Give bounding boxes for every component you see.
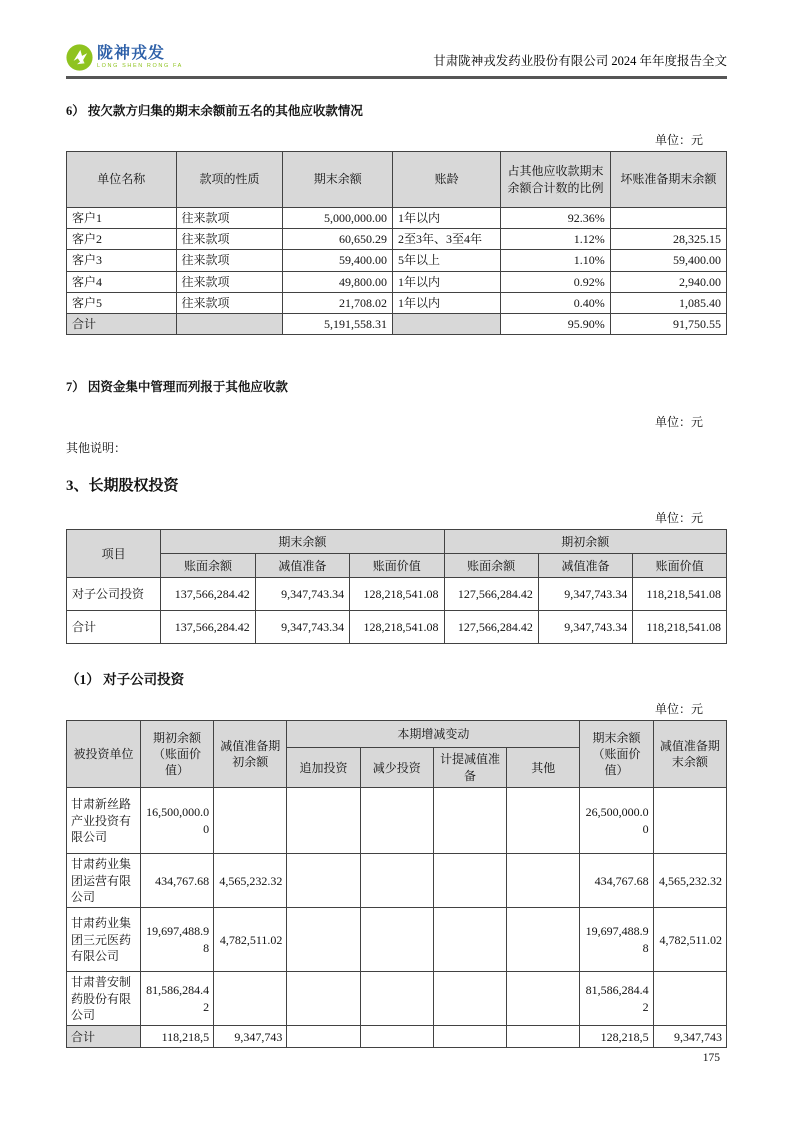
table-cell: 49,800.00	[283, 271, 393, 292]
unit-label-4: 单位：元	[654, 702, 703, 717]
document-title: 甘肃陇神戎发药业股份有限公司 2024 年年度报告全文	[433, 54, 727, 68]
table-cell: 对子公司投资	[67, 578, 161, 611]
column-header: 减值准备期末余额	[653, 721, 726, 788]
table-cell: 434,767.68	[580, 854, 653, 908]
table-row	[67, 854, 727, 908]
brand-name-en: LONG SHEN RONG FA	[97, 62, 183, 69]
column-header: 账面价值	[350, 554, 444, 578]
table-cell: 28,325.15	[610, 229, 726, 250]
table-row	[67, 908, 727, 972]
table-cell: 5,000,000.00	[283, 208, 393, 229]
table-cell: 1,085.40	[610, 292, 726, 313]
table-cell: 1年以内	[393, 208, 501, 229]
section-6-heading: 6） 按欠款方归集的期末余额前五名的其他应收款情况	[66, 104, 363, 118]
table-cell	[287, 854, 360, 908]
column-header: 减少投资	[360, 748, 433, 788]
section-3-1-heading: （1） 对子公司投资	[66, 672, 185, 688]
table-cell: 0.92%	[501, 271, 611, 292]
table-cell: 往来款项	[176, 292, 283, 313]
table-cell	[393, 313, 501, 334]
table-row	[67, 271, 727, 292]
table-cell: 甘肃普安制药股份有限公司	[67, 972, 141, 1026]
table-cell	[653, 788, 726, 854]
table-cell	[433, 788, 506, 854]
table-cell	[507, 1026, 580, 1048]
table-cell: 往来款项	[176, 250, 283, 271]
table-cell: 9,347,743.34	[255, 578, 349, 611]
table-cell: 128,218,541.08	[350, 611, 444, 644]
table-cell: 往来款项	[176, 208, 283, 229]
table-cell: 甘肃药业集团运营有限公司	[67, 854, 141, 908]
table-cell: 137,566,284.42	[161, 578, 255, 611]
table-cell: 1年以内	[393, 292, 501, 313]
table-cell	[360, 788, 433, 854]
table-subheader-row	[67, 554, 727, 578]
column-header: 款项的性质	[176, 152, 283, 208]
column-header: 项目	[67, 530, 161, 578]
table-cell: 甘肃新丝路产业投资有限公司	[67, 788, 141, 854]
table-row	[67, 250, 727, 271]
table-cell: 客户4	[67, 271, 177, 292]
table-cell	[360, 854, 433, 908]
table-cell: 1.12%	[501, 229, 611, 250]
table-cell: 59,400.00	[283, 250, 393, 271]
table-header-row	[67, 152, 727, 208]
table-cell	[507, 854, 580, 908]
column-header: 减值准备	[255, 554, 349, 578]
table-cell: 1年以内	[393, 271, 501, 292]
table-cell: 9,347,743.34	[538, 578, 632, 611]
unit-label-1: 单位：元	[654, 133, 703, 147]
table-cell: 127,566,284.42	[444, 578, 538, 611]
table-cell: 0.40%	[501, 292, 611, 313]
column-group-header: 期末余额	[161, 530, 444, 554]
table-cell: 9,347,743.34	[538, 611, 632, 644]
table-row	[67, 788, 727, 854]
table-cell: 5年以上	[393, 250, 501, 271]
table-cell	[610, 208, 726, 229]
table-cell	[287, 1026, 360, 1048]
table-row	[67, 578, 727, 611]
page-header	[66, 0, 727, 79]
table-cell	[287, 972, 360, 1026]
table-cell: 118,218,541.08	[633, 611, 727, 644]
table-total-row	[67, 611, 727, 644]
table-cell: 4,565,232.32	[653, 854, 726, 908]
table-cell: 9,347,743	[214, 1026, 287, 1048]
table-cell: 4,782,511.02	[214, 908, 287, 972]
table-cell: 2至3年、3至4年	[393, 229, 501, 250]
column-header: 被投资单位	[67, 721, 141, 788]
table-cell: 合计	[67, 1026, 141, 1048]
table-cell: 434,767.68	[140, 854, 213, 908]
table-row	[67, 972, 727, 1026]
column-group-header: 本期增减变动	[287, 721, 580, 748]
subsidiary-investment-table	[66, 720, 727, 1048]
table-cell: 26,500,000.00	[580, 788, 653, 854]
column-header: 账龄	[393, 152, 501, 208]
table-cell: 客户5	[67, 292, 177, 313]
table-cell: 16,500,000.00	[140, 788, 213, 854]
column-header: 其他	[507, 748, 580, 788]
table-cell	[214, 972, 287, 1026]
table-cell: 19,697,488.98	[140, 908, 213, 972]
column-header: 单位名称	[67, 152, 177, 208]
table-cell	[214, 788, 287, 854]
table-cell: 60,650.29	[283, 229, 393, 250]
table-cell	[433, 854, 506, 908]
table-cell: 21,708.02	[283, 292, 393, 313]
table-cell	[287, 788, 360, 854]
column-header: 占其他应收款期末余额合计数的比例	[501, 152, 611, 208]
column-header: 计提减值准备	[433, 748, 506, 788]
column-header: 坏账准备期末余额	[610, 152, 726, 208]
page-number: 175	[702, 1052, 720, 1064]
table-row	[67, 292, 727, 313]
table-cell: 往来款项	[176, 229, 283, 250]
table-cell: 甘肃药业集团三元医药有限公司	[67, 908, 141, 972]
table-cell	[507, 972, 580, 1026]
table-cell: 137,566,284.42	[161, 611, 255, 644]
table-cell	[287, 908, 360, 972]
table-total-row	[67, 1026, 727, 1048]
column-group-header: 期初余额	[444, 530, 727, 554]
table-cell: 118,218,541.08	[633, 578, 727, 611]
table-cell: 4,782,511.02	[653, 908, 726, 972]
brand-name-cn: 陇神戎发	[97, 44, 166, 62]
table-cell: 客户3	[67, 250, 177, 271]
table-cell	[433, 972, 506, 1026]
table-cell	[507, 788, 580, 854]
column-header: 期初余额（账面价值）	[140, 721, 213, 788]
column-header: 期末余额（账面价值）	[580, 721, 653, 788]
table-cell: 95.90%	[501, 313, 611, 334]
table-cell: 1.10%	[501, 250, 611, 271]
table-header-row	[67, 530, 727, 554]
table-cell	[360, 972, 433, 1026]
column-header: 账面余额	[161, 554, 255, 578]
table-cell	[507, 908, 580, 972]
table-cell: 2,940.00	[610, 271, 726, 292]
table-cell	[653, 972, 726, 1026]
table-cell: 81,586,284.42	[580, 972, 653, 1026]
column-header: 期末余额	[283, 152, 393, 208]
table-cell: 81,586,284.42	[140, 972, 213, 1026]
table-cell: 往来款项	[176, 271, 283, 292]
unit-label-3: 单位：元	[654, 511, 703, 526]
table-cell: 客户2	[67, 229, 177, 250]
logo-bird-icon	[66, 44, 93, 71]
table-row	[67, 208, 727, 229]
table-cell: 128,218,5	[580, 1026, 653, 1048]
table-cell: 9,347,743	[653, 1026, 726, 1048]
table-cell: 4,565,232.32	[214, 854, 287, 908]
table-header-row	[67, 721, 727, 748]
table-row	[67, 229, 727, 250]
table-cell: 客户1	[67, 208, 177, 229]
section-3-heading: 3、长期股权投资	[66, 478, 179, 495]
other-receivables-top5-table	[66, 151, 727, 335]
other-note-label: 其他说明：	[66, 441, 127, 456]
column-header: 减值准备期初余额	[214, 721, 287, 788]
table-cell: 91,750.55	[610, 313, 726, 334]
column-header: 账面余额	[444, 554, 538, 578]
table-cell: 128,218,541.08	[350, 578, 444, 611]
table-cell: 127,566,284.42	[444, 611, 538, 644]
table-cell	[433, 908, 506, 972]
long-term-equity-investment-table	[66, 529, 727, 644]
logo-text	[97, 46, 183, 70]
table-cell	[360, 908, 433, 972]
table-cell	[360, 1026, 433, 1048]
unit-label-2: 单位：元	[654, 415, 703, 430]
table-cell	[176, 313, 283, 334]
table-cell: 19,697,488.98	[580, 908, 653, 972]
table-cell: 9,347,743.34	[255, 611, 349, 644]
column-header: 追加投资	[287, 748, 360, 788]
table-cell: 92.36%	[501, 208, 611, 229]
column-header: 账面价值	[633, 554, 727, 578]
table-cell: 合计	[67, 611, 161, 644]
company-logo	[66, 44, 183, 71]
table-cell: 合计	[67, 313, 177, 334]
table-cell: 118,218,5	[140, 1026, 213, 1048]
column-header: 减值准备	[538, 554, 632, 578]
table-total-row	[67, 313, 727, 334]
table-cell	[433, 1026, 506, 1048]
table-cell: 59,400.00	[610, 250, 726, 271]
table-cell: 5,191,558.31	[283, 313, 393, 334]
section-7-heading: 7） 因资金集中管理而列报于其他应收款	[66, 380, 288, 395]
